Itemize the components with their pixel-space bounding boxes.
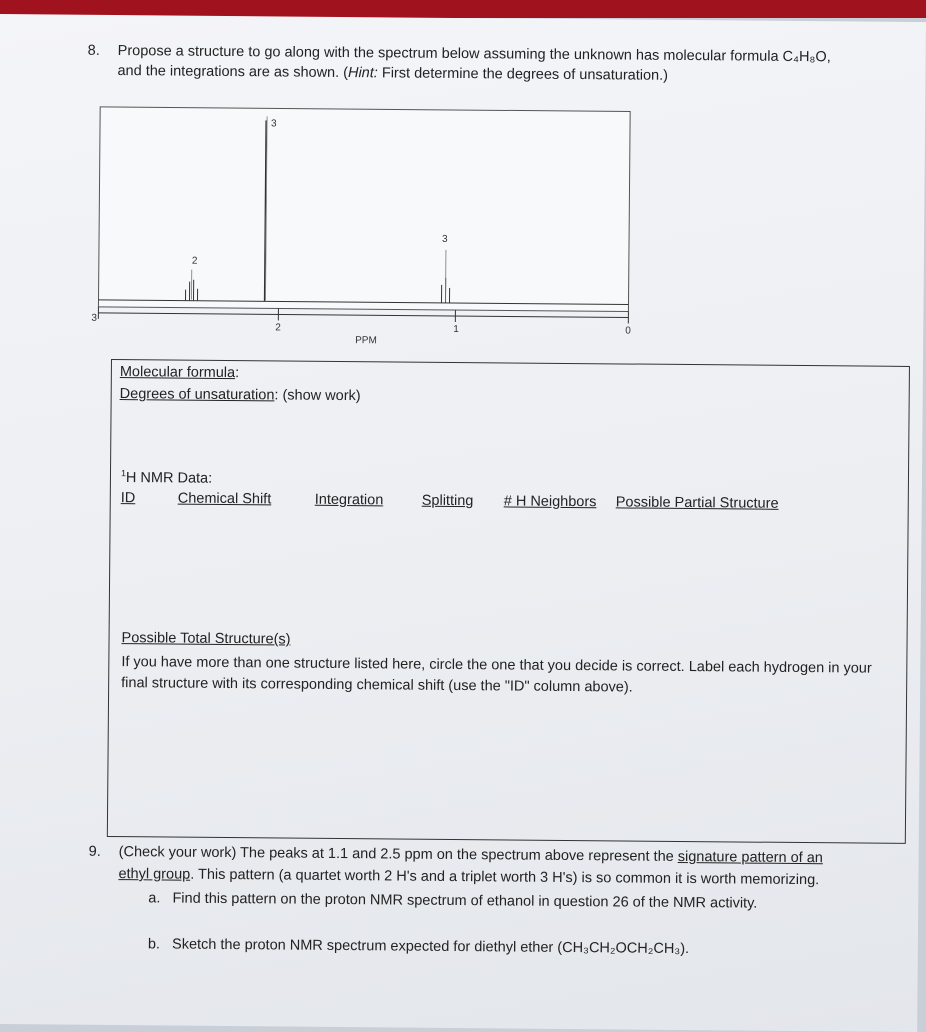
peak-label-singlet: 3 [271,118,277,129]
degrees-suffix: : (show work) [274,387,360,404]
question-9b-text: Sketch the proton NMR spectrum expected for diethyl ether (CH₃CH₂OCH₂CH₃). [172,937,689,958]
possible-total-structures-heading: Possible Total Structure(s) [121,630,290,647]
molecular-formula-colon: : [235,365,239,381]
hint-label: Hint: [348,65,378,81]
answer-box [107,359,910,844]
x-axis-line [98,313,628,318]
nmr-label: H NMR Data: [126,470,212,487]
peak-label-triplet: 3 [442,234,448,245]
molecular-formula-field [120,364,239,381]
x-tick-label-0: 0 [625,325,631,336]
column-chemical-shift: Chemical Shift [178,491,272,508]
question-8-text [117,41,887,88]
question-8-number: 8. [88,41,100,61]
x-tick-label-2: 2 [275,322,281,333]
question-9-number: 9. [89,841,101,863]
question-9b-label: b. [148,936,160,952]
question-9-line-1-a: (Check your work) The peaks at 1.1 and 2.5 ppm on the spectrum above represent the [119,844,678,865]
x-tick-label-3: 3 [91,313,97,324]
question-9-line-2 [118,863,819,891]
degrees-label: Degrees of unsaturation [120,386,275,403]
x-axis-label: PPM [355,335,377,346]
nmr-spectrum [93,107,640,352]
question-9-line-2-underlined: ethyl group [118,866,190,883]
column-id: ID [121,490,136,506]
column-integration: Integration [315,492,384,509]
degrees-of-unsaturation-field [120,386,361,404]
question-9-line-1-underlined: signature pattern of an [678,849,823,866]
question-9a-label: a. [148,890,160,906]
question-9a [148,887,757,914]
molecular-formula-label: Molecular formula [120,364,235,381]
question-9a-text: Find this pattern on the proton NMR spectrum of ethanol in question 26 of the NMR activity. [172,891,757,912]
question-8-line-1: Propose a structure to go along with the spectrum below assuming the unknown has molecular formula C₄H₈O, [118,41,888,68]
peak-label-quartet: 2 [192,256,198,267]
column-partial-structure: Possible Partial Structure [616,494,779,511]
x-tick-label-1: 1 [453,324,459,335]
question-8-line-2-b: First determine the degrees of unsaturation.) [378,65,668,84]
question-9-line-2-b: . This pattern (a quartet worth 2 H's and a triplet worth 3 H's) is so common it is worth memorizing. [190,867,819,888]
structure-instructions: If you have more than one structure listed here, circle the one that you decide is correct. Label each hydrogen in your final structure with its corresponding chemical shift (use the "ID" column above). [121,652,881,701]
nmr-data-heading [121,468,212,487]
column-h-neighbors: # H Neighbors [504,493,597,510]
question-8-line-2-a: and the integrations are as shown. ( [117,63,348,81]
worksheet-page [0,14,926,1032]
question-9b [148,933,689,960]
column-splitting: Splitting [422,493,474,509]
nmr-superscript: 1 [121,468,126,478]
spectrum-frame [98,107,630,312]
